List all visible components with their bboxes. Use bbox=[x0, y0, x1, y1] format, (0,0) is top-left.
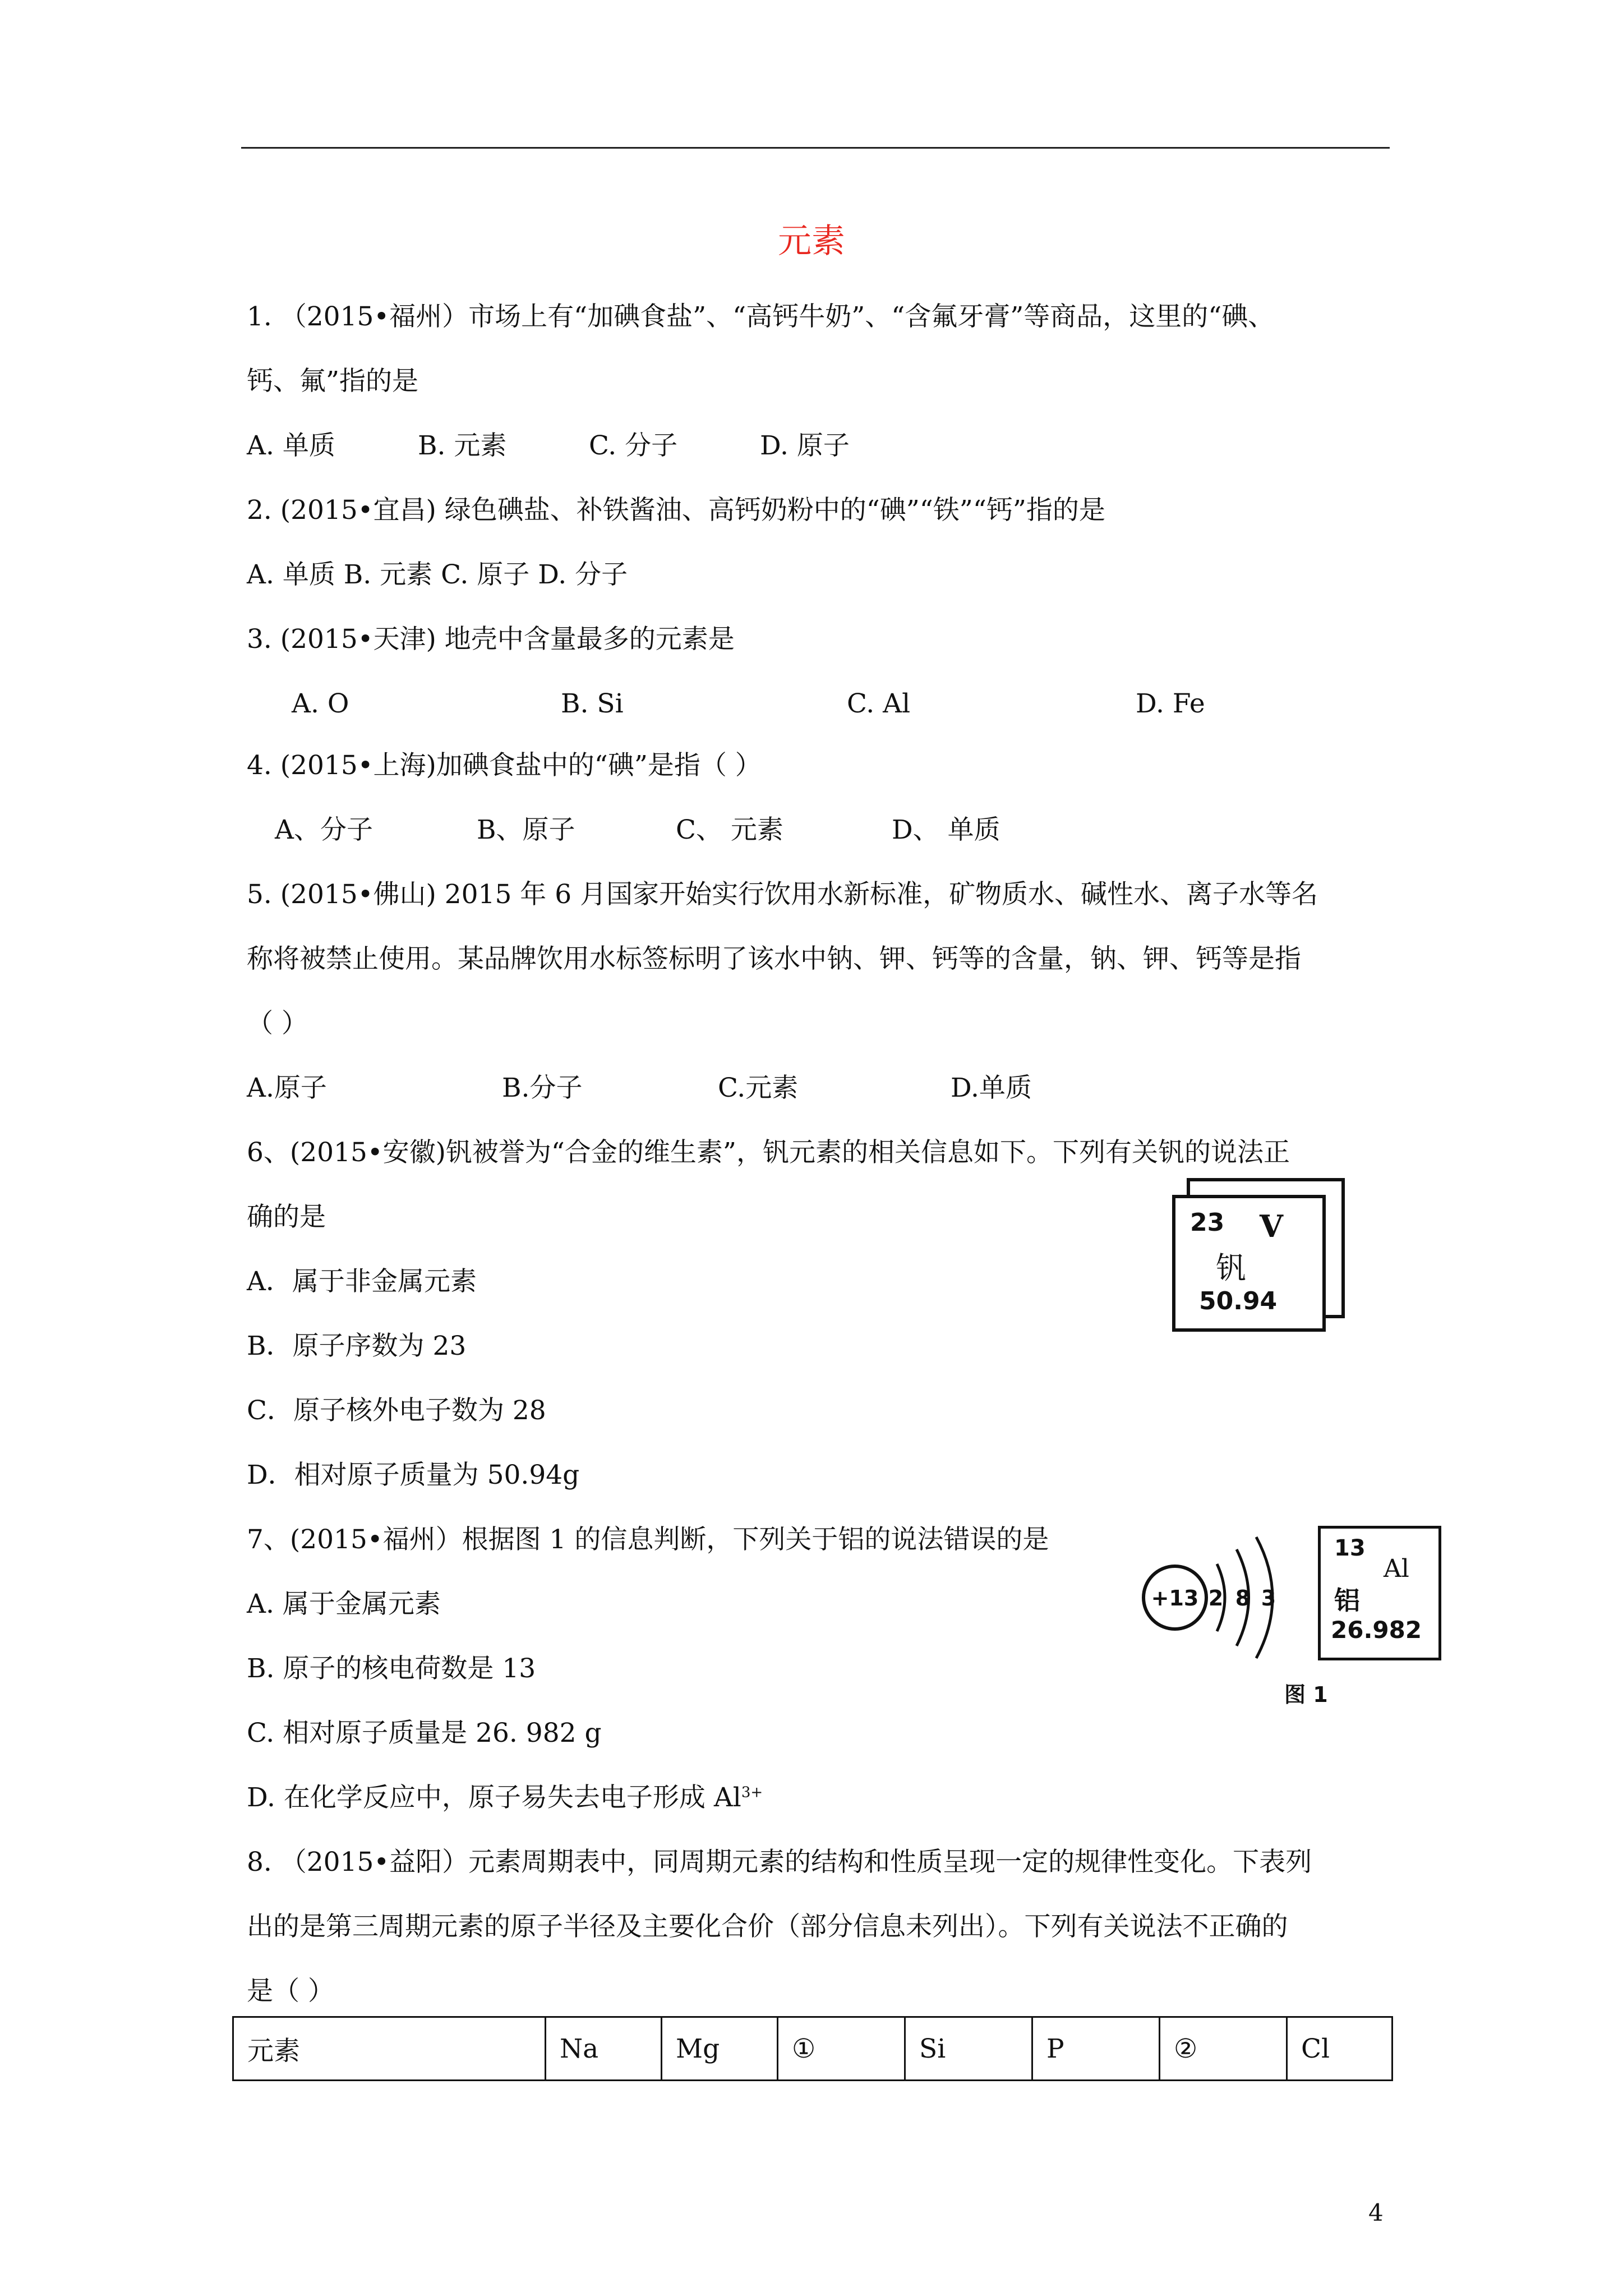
q4-option-c: C、 元素 bbox=[676, 815, 783, 845]
q1-option-c: C. 分子 bbox=[589, 430, 678, 461]
q1-line-2: 钙、氟”指的是 bbox=[247, 366, 419, 397]
q1-option-b: B. 元素 bbox=[418, 430, 507, 461]
shell-count-3: 3 bbox=[1261, 1586, 1276, 1611]
q4-option-a: A、分子 bbox=[275, 815, 373, 845]
q1-line-1: 1. （2015•福州）市场上有“加碘食盐”、“高钙牛奶”、“含氟牙膏”等商品，这里的“碘、 bbox=[247, 301, 1275, 332]
q3-line-1: 3. (2015•天津) 地壳中含量最多的元素是 bbox=[247, 624, 735, 655]
q7-option-b: B. 原子的核电荷数是 13 bbox=[247, 1653, 536, 1684]
header-rule bbox=[241, 147, 1390, 149]
element-symbol: V bbox=[1260, 1208, 1283, 1244]
page-title: 元素 bbox=[778, 222, 845, 261]
page-number: 4 bbox=[1368, 2199, 1384, 2226]
q3-option-b: B. Si bbox=[561, 688, 624, 719]
table-row bbox=[233, 2017, 1393, 2081]
q4-line-1: 4. (2015•上海)加碘食盐中的“碘”是指（ ） bbox=[247, 750, 762, 781]
q4-option-b: B、原子 bbox=[477, 815, 575, 845]
q2-options: A. 单质 B. 元素 C. 原子 D. 分子 bbox=[247, 559, 628, 590]
q2-line-1: 2. (2015•宜昌) 绿色碘盐、补铁酱油、高钙奶粉中的“碘”“铁”“钙”指的是 bbox=[247, 495, 1105, 526]
vanadium-element-tile bbox=[1172, 1178, 1340, 1329]
period-three-table bbox=[232, 2016, 1393, 2081]
q7-line-1: 7、(2015•福州）根据图 1 的信息判断，下列关于铝的说法错误的是 bbox=[247, 1524, 1049, 1555]
atomic-mass: 50.94 bbox=[1199, 1287, 1278, 1315]
q6-option-a: A．属于非金属元素 bbox=[247, 1266, 477, 1297]
q3-option-c: C. Al bbox=[847, 688, 911, 719]
q3-option-a: A. O bbox=[292, 688, 349, 719]
q6-option-c: C．原子核外电子数为 28 bbox=[247, 1395, 546, 1426]
table-cell: 元素 bbox=[233, 2017, 546, 2081]
q7-option-d-text: D. 在化学反应中，原子易失去电子形成 Al bbox=[247, 1782, 741, 1813]
q8-line-1: 8. （2015•益阳）元素周期表中，同周期元素的结构和性质呈现一定的规律性变化。下表列 bbox=[247, 1847, 1312, 1878]
shell-count-2: 8 bbox=[1235, 1586, 1251, 1611]
atomic-number: 13 bbox=[1334, 1535, 1366, 1561]
q6-line-1: 6、(2015•安徽)钒被誉为“合金的维生素”，钒元素的相关信息如下。下列有关钒的说法正 bbox=[247, 1137, 1290, 1168]
q7-option-d bbox=[247, 1778, 763, 1818]
figure-caption: 图 1 bbox=[1284, 1682, 1328, 1707]
table-cell: P bbox=[1032, 2017, 1160, 2081]
atomic-structure-diagram bbox=[1133, 1515, 1312, 1660]
shell-count-1: 2 bbox=[1208, 1586, 1224, 1611]
table-cell: ① bbox=[778, 2017, 905, 2081]
q5-option-c: C.元素 bbox=[718, 1073, 799, 1103]
table-cell: Mg bbox=[662, 2017, 778, 2081]
q6-option-d: D．相对原子质量为 50.94g bbox=[247, 1460, 580, 1490]
q1-option-d: D. 原子 bbox=[760, 430, 850, 461]
q6-line-2: 确的是 bbox=[247, 1202, 326, 1232]
q1-option-a: A. 单质 bbox=[247, 430, 335, 461]
element-name: 钒 bbox=[1216, 1250, 1246, 1286]
atomic-number: 23 bbox=[1190, 1208, 1225, 1237]
q8-line-2: 出的是第三周期元素的原子半径及主要化合价（部分信息未列出）。下列有关说法不正确的 bbox=[247, 1911, 1288, 1942]
element-name: 铝 bbox=[1334, 1585, 1360, 1616]
q5-option-d: D.单质 bbox=[951, 1073, 1032, 1103]
aluminum-figure bbox=[1133, 1515, 1447, 1728]
q7-option-a: A. 属于金属元素 bbox=[247, 1589, 441, 1619]
ion-charge: 3+ bbox=[741, 1784, 763, 1801]
q5-option-b: B.分子 bbox=[502, 1073, 583, 1103]
q7-option-c: C. 相对原子质量是 26. 982 g bbox=[247, 1718, 602, 1749]
aluminum-element-tile bbox=[1318, 1526, 1441, 1660]
atomic-mass: 26.982 bbox=[1331, 1616, 1422, 1644]
q6-option-b: B．原子序数为 23 bbox=[247, 1331, 467, 1361]
tile-face bbox=[1172, 1195, 1326, 1332]
table-cell: Cl bbox=[1287, 2017, 1393, 2081]
q3-option-d: D. Fe bbox=[1136, 688, 1205, 719]
q5-line-3: （ ） bbox=[247, 1008, 308, 1039]
nucleus-charge: +13 bbox=[1151, 1586, 1199, 1611]
q4-option-d: D、 单质 bbox=[892, 815, 1000, 845]
q5-line-2: 称将被禁止使用。某品牌饮用水标签标明了该水中钠、钾、钙等的含量，钠、钾、钙等是指 bbox=[247, 944, 1301, 974]
table-cell: Na bbox=[546, 2017, 662, 2081]
table-cell: Si bbox=[905, 2017, 1032, 2081]
table-cell: ② bbox=[1160, 2017, 1287, 2081]
q5-line-1: 5. (2015•佛山) 2015 年 6 月国家开始实行饮用水新标准，矿物质水、碱性水、离子水等名 bbox=[247, 879, 1318, 910]
q8-line-3: 是（ ） bbox=[247, 1976, 334, 2007]
element-symbol: Al bbox=[1384, 1554, 1409, 1583]
q5-option-a: A.原子 bbox=[247, 1073, 327, 1103]
